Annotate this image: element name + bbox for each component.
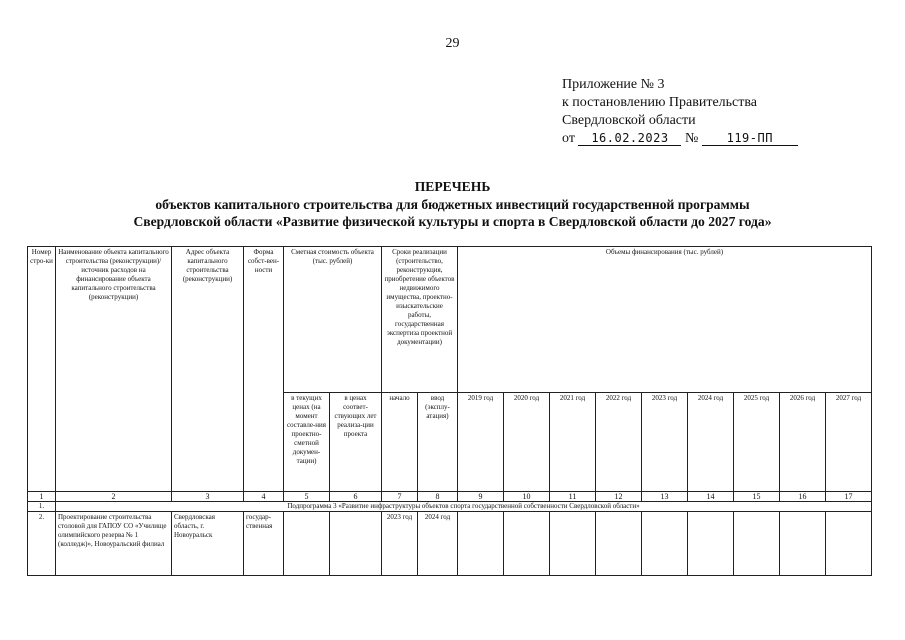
subprogram-title: Подпрограмма 3 «Развитие инфраструктуры объектов спорта государственной собственности Свердловской области» bbox=[56, 502, 872, 512]
column-number: 16 bbox=[780, 492, 826, 502]
column-number: 14 bbox=[688, 492, 734, 502]
column-number: 12 bbox=[596, 492, 642, 502]
header-object-name: Наименование объекта капитального строительства (реконструкции)/источник расходов на финансирование объекта капитального строительства (реконструкции) bbox=[56, 247, 172, 492]
capital-construction-table bbox=[27, 246, 872, 576]
header-year: 2021 год bbox=[550, 393, 596, 492]
object-name: Проектирование строительства столовой для ГАПОУ СО «Училище олимпийского резерва № 1 (колледж)», Новоуральский филиал bbox=[56, 512, 172, 576]
funding-cell bbox=[504, 512, 550, 576]
header-funding-volumes: Объемы финансирования (тыс. рублей) bbox=[458, 247, 872, 393]
header-cost-current: в текущих ценах (на момент составле-ния проектно-сметной докумен-тации) bbox=[284, 393, 330, 492]
cost-project-cell bbox=[330, 512, 382, 576]
header-year: 2025 год bbox=[734, 393, 780, 492]
column-number: 10 bbox=[504, 492, 550, 502]
column-number: 9 bbox=[458, 492, 504, 502]
column-number: 7 bbox=[382, 492, 418, 502]
header-start: начало bbox=[382, 393, 418, 492]
column-number: 13 bbox=[642, 492, 688, 502]
column-number: 3 bbox=[172, 492, 244, 502]
appendix-decree: к постановлению Правительства bbox=[562, 95, 758, 110]
funding-cell bbox=[596, 512, 642, 576]
header-year: 2022 год bbox=[596, 393, 642, 492]
header-implementation-terms: Сроки реализации (строительство, реконструкция, приобретение объектов недвижимого имущества, проектно-изыскательские работы, государственная экспертиза проектной документации) bbox=[382, 247, 458, 393]
column-number: 8 bbox=[418, 492, 458, 502]
funding-cell bbox=[688, 512, 734, 576]
table-row bbox=[28, 512, 872, 576]
appendix-title: Приложение № 3 bbox=[562, 77, 665, 92]
page-number: 29 bbox=[445, 36, 460, 51]
header-year: 2024 год bbox=[688, 393, 734, 492]
funding-cell bbox=[734, 512, 780, 576]
funding-cell bbox=[550, 512, 596, 576]
date-prefix: от bbox=[562, 131, 575, 146]
subprogram-row-number: 1. bbox=[28, 502, 56, 512]
appendix-date-line bbox=[562, 130, 798, 148]
column-number: 15 bbox=[734, 492, 780, 502]
header-cost-project: в ценах соответ-ствующих лет реализа-ции проекта bbox=[330, 393, 382, 492]
decree-date: 16.02.2023 bbox=[578, 131, 681, 146]
column-number: 1 bbox=[28, 492, 56, 502]
object-address: Свердловская область, г. Новоуральск bbox=[172, 512, 244, 576]
header-year: 2019 год bbox=[458, 393, 504, 492]
funding-cell bbox=[826, 512, 872, 576]
title-line-2: объектов капитального строительства для бюджетных инвестиций государственной программы bbox=[155, 196, 750, 212]
start-year: 2023 год bbox=[382, 512, 418, 576]
header-row-number: Номер стро-ки bbox=[28, 247, 56, 492]
number-prefix: № bbox=[684, 131, 699, 146]
column-number: 11 bbox=[550, 492, 596, 502]
funding-cell bbox=[458, 512, 504, 576]
header-ownership: Форма собст-вен-ности bbox=[244, 247, 284, 492]
header-year: 2026 год bbox=[780, 393, 826, 492]
header-year: 2027 год bbox=[826, 393, 872, 492]
decree-number: 119-ПП bbox=[702, 131, 798, 146]
column-numbers-row bbox=[28, 492, 872, 502]
title-heading: ПЕРЕЧЕНЬ bbox=[414, 179, 491, 194]
header-year: 2023 год bbox=[642, 393, 688, 492]
header-commission: ввод (эксплу-атация) bbox=[418, 393, 458, 492]
ownership-form: государ-ственная bbox=[244, 512, 284, 576]
column-number: 2 bbox=[56, 492, 172, 502]
document-title bbox=[40, 178, 865, 231]
column-number: 6 bbox=[330, 492, 382, 502]
title-line-3: Свердловской области «Развитие физической культуры и спорта в Свердловской области до 2027 года» bbox=[133, 214, 772, 229]
appendix-region: Свердловской области bbox=[562, 113, 696, 128]
subprogram-row bbox=[28, 502, 872, 512]
funding-cell bbox=[780, 512, 826, 576]
header-estimated-cost: Сметная стоимость объекта (тыс. рублей) bbox=[284, 247, 382, 393]
column-number: 4 bbox=[244, 492, 284, 502]
commission-year: 2024 год bbox=[418, 512, 458, 576]
row-number: 2. bbox=[28, 512, 56, 576]
header-address: Адрес объекта капитального строительства (реконструкции) bbox=[172, 247, 244, 492]
appendix-block bbox=[562, 76, 798, 148]
header-row-1 bbox=[28, 247, 872, 393]
column-number: 5 bbox=[284, 492, 330, 502]
column-number: 17 bbox=[826, 492, 872, 502]
header-year: 2020 год bbox=[504, 393, 550, 492]
cost-current-cell bbox=[284, 512, 330, 576]
funding-cell bbox=[642, 512, 688, 576]
